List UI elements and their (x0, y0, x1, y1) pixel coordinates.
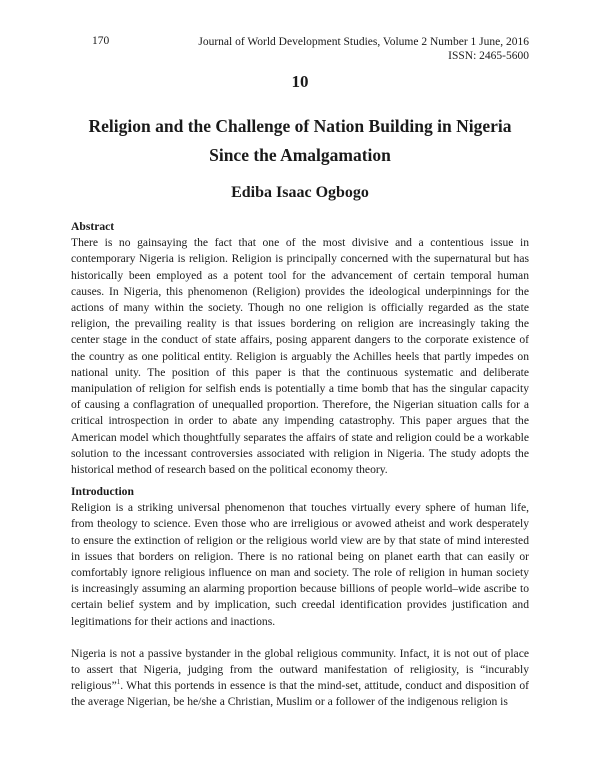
introduction-paragraph-1: Religion is a striking universal phenomenon that touches virtually every sphere of human life, from theology to science. Even those who are irreligious or avowed atheist and work desperately to ensure the extinction of religion or the religious world view are by that state of mind interested in issues that borders on religion. There is no rational being on planet earth that can easily or comfortably ignore religious influence on man and society. The role of religion in human society is increasingly assuming an alarming proportion because billions of people world–wide ascribe to certain belief system and by implication, such creedal identification provides justification and legitimations for their actions and inactions. (71, 501, 529, 628)
journal-citation: Journal of World Development Studies, Volume 2 Number 1 June, 2016 (198, 36, 529, 48)
issn: ISSN: 2465-5600 (448, 50, 529, 62)
running-header (198, 35, 529, 63)
abstract-text: There is no gainsaying the fact that one of the most divisive and a contentious issue in contemporary Nigeria is religion. Religion is principally concerned with the supernatural but has historically been employed as a potent tool for the advancement of certain temporal human causes. In Nigeria, this phenomenon (Religion) provides the ideological underpinnings for the actions of many within the society. Though no one religion is officially regarded as the state religion, the prevailing reality is that issues bordering on religion are increasingly taking the center stage in the conduct of state affairs, posing apparent dangers to the corporate existence of the country as one political entity. Religion is arguably the Achilles heels that partly impedes on national unity. The position of this paper is that the continuous systematic and deliberate manipulation of religion for selfish ends is potentially a time bomb that has the singular capacity of causing a conflagration of unequalled proportion. Therefore, the Nigerian situation calls for a critical introspection in order to abate any impending catastrophy. This paper argues that the American model which thoughtfully separates the affairs of state and religion could be a workable solution to the incessant controversies associated with religion in Nigeria. The study adopts the historical method of research based on the political economy theory. (71, 236, 529, 477)
introduction-section (71, 484, 529, 711)
paper-title (0, 112, 600, 170)
title-line-2: Since the Amalgamation (209, 145, 391, 165)
abstract-section (71, 219, 529, 478)
abstract-heading: Abstract (71, 220, 115, 233)
introduction-paragraph-2 (71, 646, 529, 711)
footnote-ref[interactable]: 1 (116, 678, 121, 687)
chapter-number: 10 (291, 72, 309, 91)
title-line-1: Religion and the Challenge of Nation Building in Nigeria (88, 116, 512, 136)
author-name: Ediba Isaac Ogbogo (231, 184, 369, 201)
page-number: 170 (92, 35, 110, 47)
introduction-heading: Introduction (71, 485, 134, 498)
paragraph-2-text: Nigeria is not a passive bystander in the global religious community. Infact, it is not out of place to assert that Nigeria, judging from the outward manifestation of religiosity, is “incurably religious” (71, 646, 529, 693)
paragraph-2-text-cont: . What this portends in essence is that the mind-set, attitude, conduct and disposition of the average Nigerian, be he/she a Christian, Muslim or a follower of the indigenous religion is (71, 679, 529, 709)
